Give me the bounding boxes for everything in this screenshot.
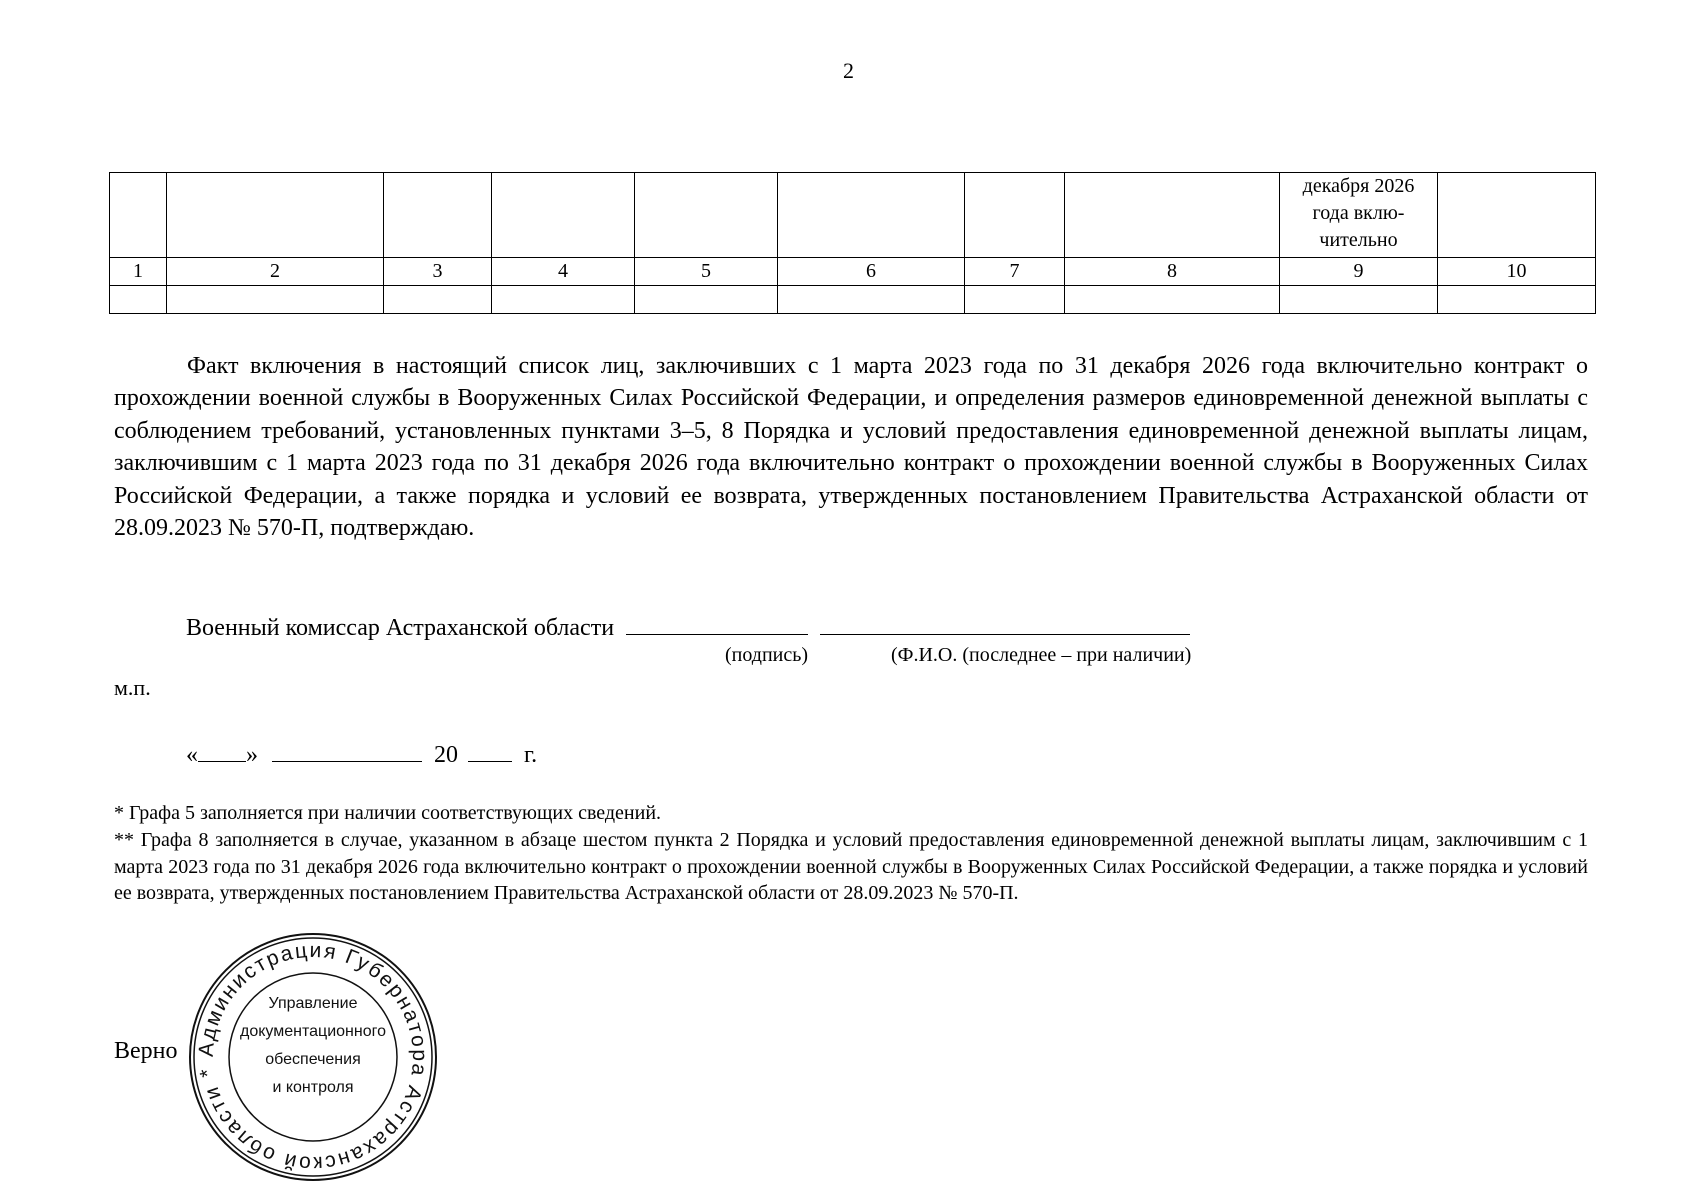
- page-number: 2: [843, 58, 854, 83]
- table-header-cell: [110, 173, 167, 258]
- seal-line: обеспечения: [265, 1051, 361, 1068]
- table-header-row: [110, 173, 1596, 258]
- column-number: 7: [965, 258, 1065, 286]
- signature-blank: [626, 610, 808, 635]
- table-cell: [965, 286, 1065, 314]
- footnote-1: * Графа 5 заполняется при наличии соответствующих сведений.: [114, 802, 662, 824]
- table-header-cell: [635, 173, 778, 258]
- table-cell: [167, 286, 384, 314]
- header-line: года вклю-: [1312, 202, 1405, 224]
- seal-center: [230, 990, 396, 1102]
- column-number: 8: [1065, 258, 1280, 286]
- table-cell: [635, 286, 778, 314]
- verno-label: Верно: [114, 1038, 178, 1064]
- day-blank: [198, 737, 246, 762]
- name-blank: [820, 610, 1190, 635]
- column-number: 4: [492, 258, 635, 286]
- header-line: декабря 2026: [1302, 175, 1415, 197]
- close-quote: »: [246, 742, 258, 768]
- date-line: [186, 737, 537, 771]
- position-label: Военный комиссар Астраханской области: [186, 615, 615, 641]
- header-line: чительно: [1319, 229, 1398, 251]
- year-blank: [468, 737, 512, 762]
- stamp-place-label: м.п.: [114, 675, 151, 700]
- signature-line: [186, 610, 1190, 644]
- month-blank: [272, 737, 422, 762]
- seal-line: Управление: [268, 995, 358, 1012]
- column-number: 1: [110, 258, 167, 286]
- official-seal: [188, 932, 438, 1182]
- table-number-row: [110, 258, 1596, 286]
- column-number: 10: [1438, 258, 1596, 286]
- column-number: 6: [778, 258, 965, 286]
- table-cell: [110, 286, 167, 314]
- table-cell: [1280, 286, 1438, 314]
- column-number: 9: [1280, 258, 1438, 286]
- column-number: 5: [635, 258, 778, 286]
- body-paragraph: Факт включения в настоящий список лиц, заключивших с 1 марта 2023 года по 31 декабря 2026 года включительно контракт о прохождении военной службы в Вооруженных Силах Российской Федерации, и определения размеров единовременной денежной выплаты с соблюдением требований, установленных пунктами 3–5, 8 Порядка и условий предоставления единовременной денежной выплаты лицам, заключившим с 1 марта 2023 года по 31 декабря 2026 года включительно контракт о прохождении военной службы в Вооруженных Силах Российской Федерации, а также порядка и условий ее возврата, утвержденных постановлением Правительства Астраханской области от 28.09.2023 № 570-П, подтверждаю.: [114, 353, 1588, 542]
- table-header-cell: [965, 173, 1065, 258]
- footnotes: [114, 800, 1588, 907]
- table-header-cell: [492, 173, 635, 258]
- table-cell: [1065, 286, 1280, 314]
- year-suffix: г.: [524, 742, 538, 768]
- name-caption: (Ф.И.О. (последнее – при наличии): [891, 644, 1192, 666]
- signature-caption: (подпись): [725, 644, 809, 666]
- seal-line: документационного: [240, 1023, 386, 1040]
- table-cell: [384, 286, 492, 314]
- seal-line: и контроля: [272, 1079, 354, 1096]
- table-header-cell: [1438, 173, 1596, 258]
- table-cell: [1438, 286, 1596, 314]
- table-cell: [492, 286, 635, 314]
- table-header-cell-9: [1280, 173, 1438, 258]
- table-header-cell: [167, 173, 384, 258]
- year-prefix: 20: [434, 742, 458, 768]
- seal-ring-text: Администрация Губернатора Астраханской области *: [194, 938, 432, 1176]
- table-cell: [778, 286, 965, 314]
- footnote-2: ** Графа 8 заполняется в случае, указанном в абзаце шестом пункта 2 Порядка и условий предоставления единовременной денежной выплаты лицам, заключившим с 1 марта 2023 года по 31 декабря 2026 года включительно контракт о прохождении военной службы в Вооруженных Силах Российской Федерации, а также порядка и условий ее возврата, утвержденных постановлением Правительства Астраханской области от 28.09.2023 № 570-П.: [114, 828, 1588, 905]
- data-table: [109, 172, 1596, 314]
- table-header-cell: [778, 173, 965, 258]
- open-quote: «: [186, 742, 198, 768]
- table-header-cell: [384, 173, 492, 258]
- table-row: [110, 286, 1596, 314]
- column-number: 2: [167, 258, 384, 286]
- table-header-cell: [1065, 173, 1280, 258]
- column-number: 3: [384, 258, 492, 286]
